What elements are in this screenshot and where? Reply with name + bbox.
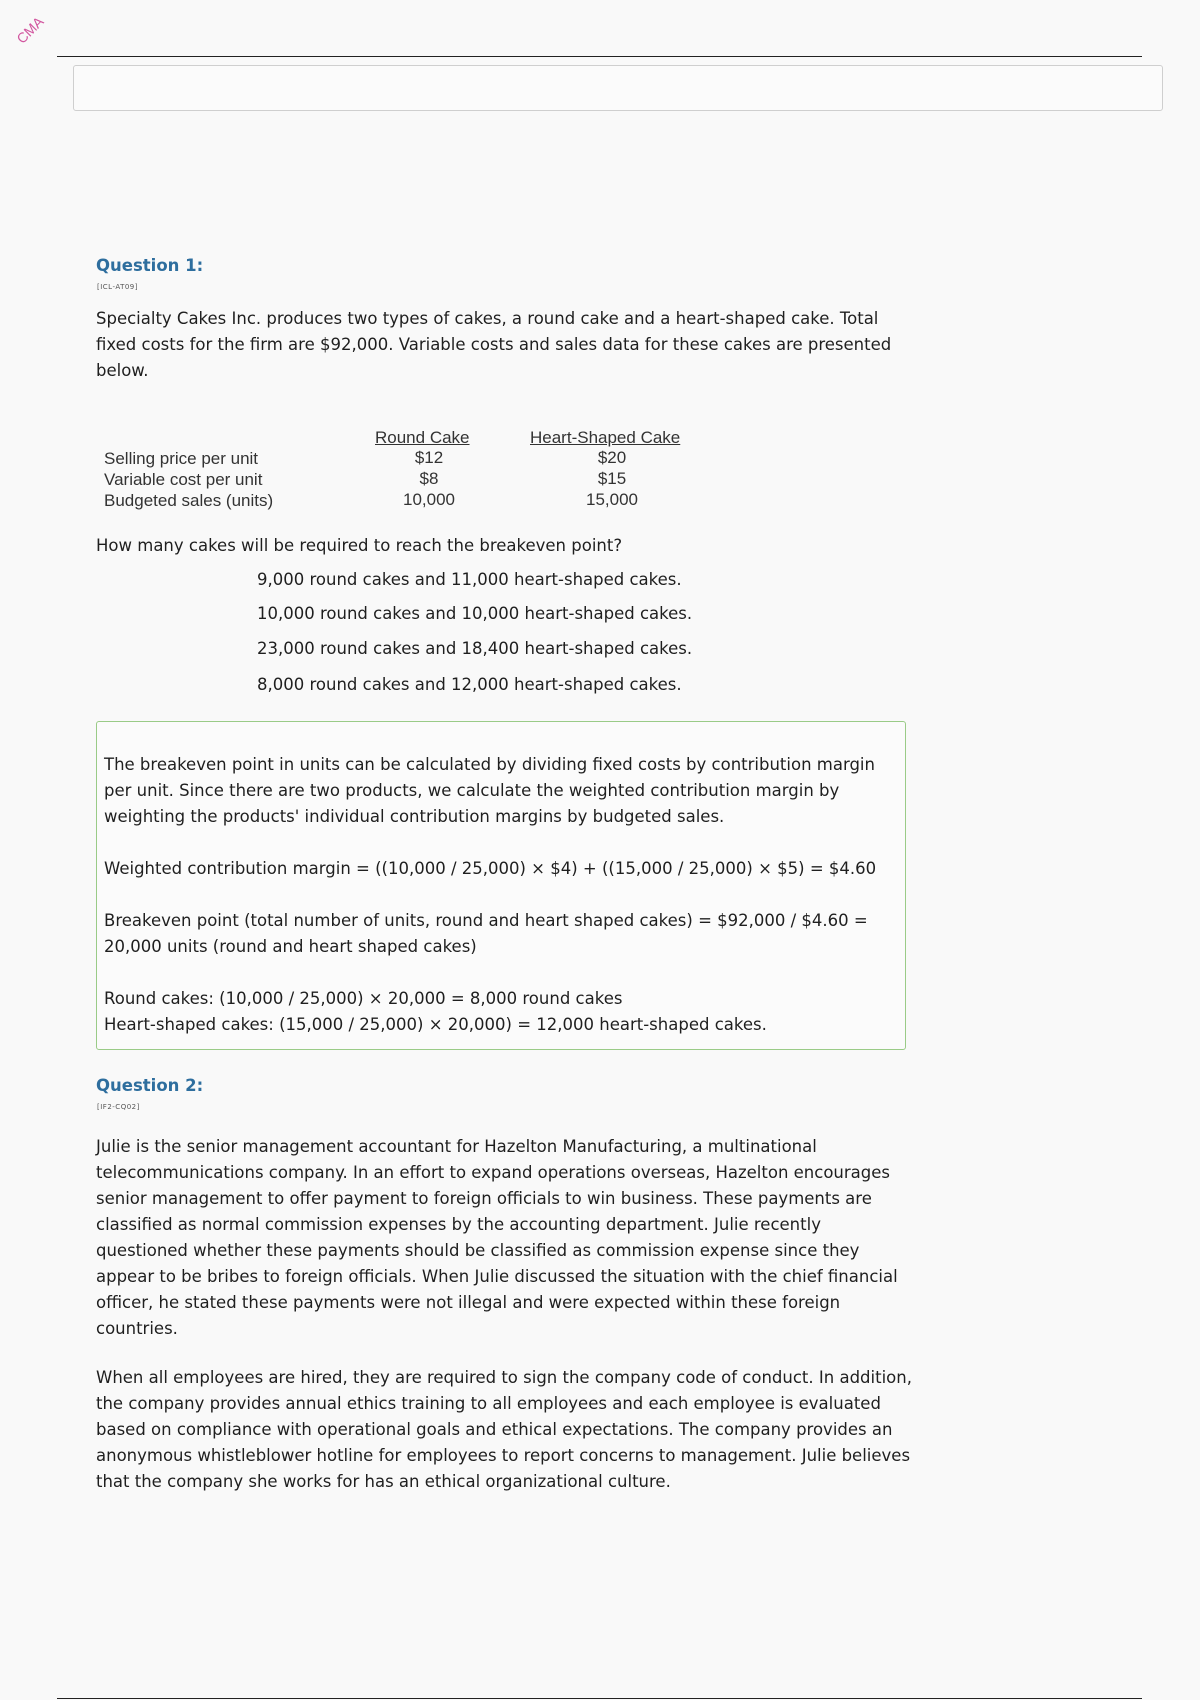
row-label-budgeted-sales: Budgeted sales (units): [104, 491, 274, 510]
cell-heart-selling-price: $20: [597, 448, 627, 467]
cma-watermark: CMA: [13, 13, 47, 47]
question-2-title: Question 2:: [96, 1076, 204, 1095]
answer-option-c[interactable]: 23,000 round cakes and 18,400 heart-shaped cakes.: [257, 639, 693, 658]
explanation-paragraph-1: The breakeven point in units can be calculated by dividing fixed costs by contribution margin per unit. Since there are two products, we calculate the weighted contribution margin by weighting the products' individual contribution margins by budgeted sales.: [104, 755, 875, 826]
row-label-variable-cost: Variable cost per unit: [104, 470, 263, 489]
explanation-heart-cakes: Heart-shaped cakes: (15,000 / 25,000) × 20,000) = 12,000 heart-shaped cakes.: [104, 1015, 767, 1034]
top-divider: [57, 56, 1142, 57]
question-2-paragraph-1: Julie is the senior management accountant for Hazelton Manufacturing, a multinational telecommunications company. In an effort to expand operations overseas, Hazelton encourages senior management to offer payment to foreign officials to win business. These payments are classified as normal commission expenses by the accounting department. Julie recently questioned whether these payments should be classified as commission expense since they appear to be bribes to foreign officials. When Julie discussed the situation with the chief financial officer, he stated these payments were not illegal and were expected within these foreign countries.: [96, 1137, 898, 1338]
question-1-title: Question 1:: [96, 256, 204, 275]
cell-round-variable-cost: $8: [419, 469, 439, 488]
question-1-intro: Specialty Cakes Inc. produces two types of cakes, a round cake and a heart-shaped cake. Total fixed costs for the firm are $92,000. Variable costs and sales data for these cakes are presented below.: [96, 309, 892, 380]
answer-option-d[interactable]: 8,000 round cakes and 12,000 heart-shaped cakes.: [257, 675, 682, 694]
explanation-round-cakes: Round cakes: (10,000 / 25,000) × 20,000 = 8,000 round cakes: [104, 989, 623, 1008]
answer-option-b[interactable]: 10,000 round cakes and 10,000 heart-shaped cakes.: [257, 604, 693, 623]
explanation-weighted-margin: Weighted contribution margin = ((10,000 / 25,000) × $4) + ((15,000 / 25,000) × $5) = $4.60: [104, 859, 877, 878]
column-header-heart-cake: Heart-Shaped Cake: [530, 428, 681, 447]
question-2-paragraph-2: When all employees are hired, they are required to sign the company code of conduct. In addition, the company provides annual ethics training to all employees and each employee is evaluated based on compliance with operational goals and ethical expectations. The company provides an anonymous whistleblower hotline for employees to report concerns to management. Julie believes that the company she works for has an ethical organizational culture.: [96, 1368, 912, 1491]
question-1-code: [ICL-AT09]: [97, 283, 138, 291]
explanation-box: [96, 721, 906, 1050]
row-label-selling-price: Selling price per unit: [104, 449, 259, 468]
cell-heart-variable-cost: $15: [597, 469, 627, 488]
cell-heart-budgeted-sales: 15,000: [586, 490, 638, 509]
cell-round-budgeted-sales: 10,000: [403, 490, 455, 509]
column-header-round-cake: Round Cake: [375, 428, 470, 447]
bottom-divider: [57, 1698, 1142, 1699]
question-2-code: [IF2-CQ02]: [97, 1103, 140, 1111]
explanation-breakeven: Breakeven point (total number of units, round and heart shaped cakes) = $92,000 / $4.60 = 20,000 units (round and heart shaped cakes): [104, 911, 868, 956]
cell-round-selling-price: $12: [414, 448, 444, 467]
answer-option-a[interactable]: 9,000 round cakes and 11,000 heart-shaped cakes.: [257, 570, 682, 589]
header-box: [73, 65, 1163, 111]
question-1-prompt: How many cakes will be required to reach the breakeven point?: [96, 536, 623, 555]
